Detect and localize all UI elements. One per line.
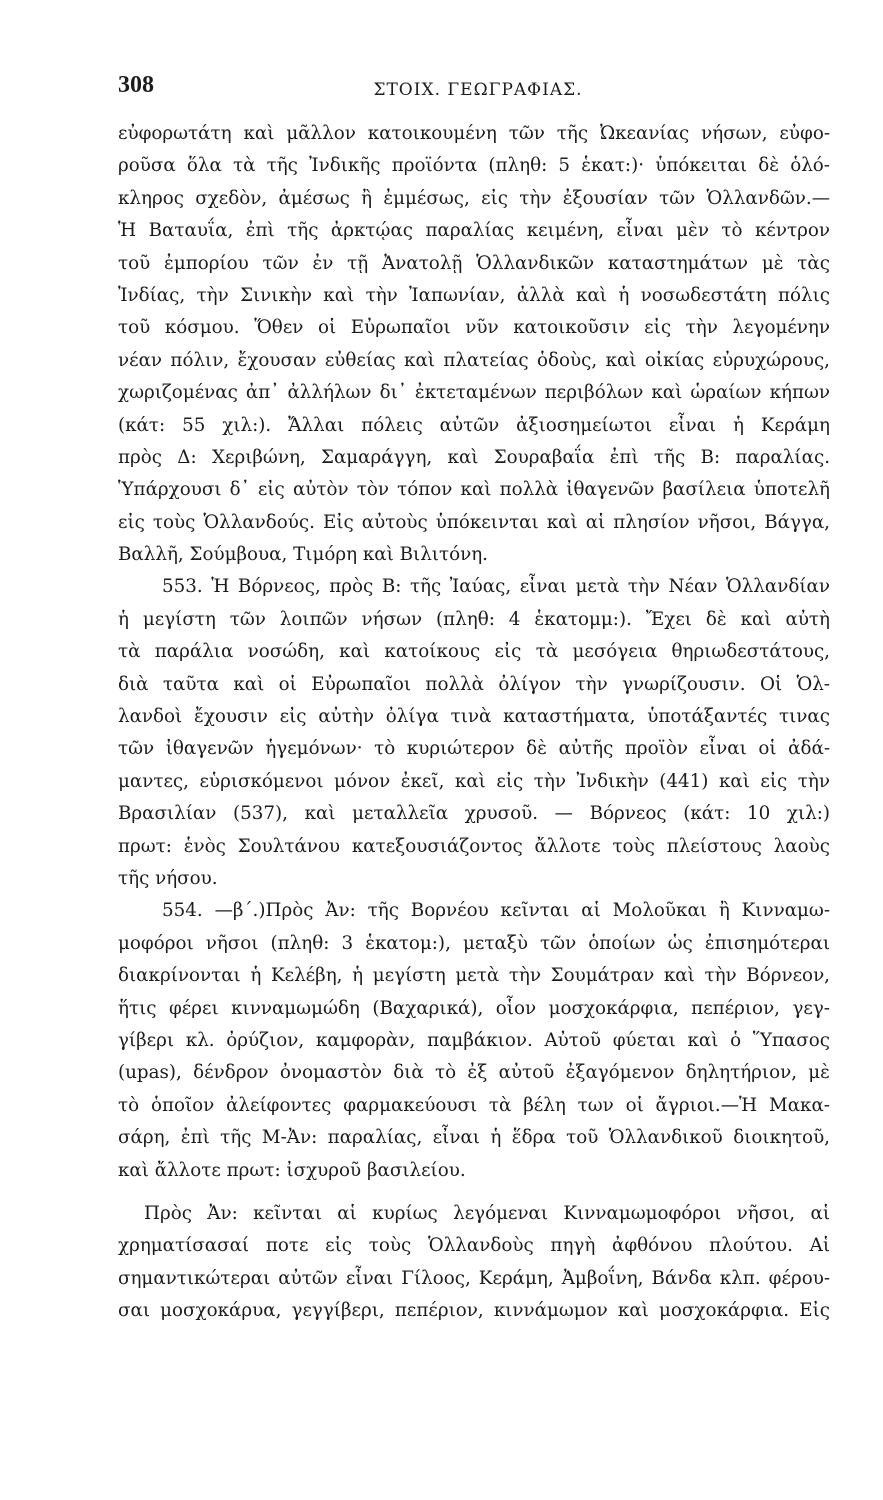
text-line: σημαντικώτεραι αὐτῶν εἶναι Γίλοος, Κεράμη, Ἀμβοΐνη, Βάνδα κλπ. φέρου- [118, 1267, 830, 1289]
text-line: τοῦ κόσμου. Ὅθεν οἱ Εὐρωπαῖοι νῦν κατοικοῦσιν εἰς τὴν λεγομένην [118, 317, 830, 339]
text-line: Ὑπάρχουσι δ᾽ εἰς αὐτὸν τὸν τόπον καὶ πολλὰ ἰθαγενῶν βασίλεια ὑποτελῆ [118, 479, 830, 501]
text-line: ροῦσα ὅλα τὰ τῆς Ἰνδικῆς προϊόντα (πληθ: 5 ἑκατ:)· ὑπόκειται δὲ ὁλό- [118, 155, 830, 177]
text-line: Πρὸς Ἀν: κεῖνται αἱ κυρίως λεγόμεναι Κινναμωμοφόροι νῆσοι, αἱ [144, 1202, 830, 1224]
text-line: καὶ ἄλλοτε πρωτ: ἰσχυροῦ βασιλείου. [118, 1159, 466, 1181]
text-line: σαι μοσχοκάρυα, γεγγίβερι, πεπέριον, κιννάμωμον καὶ μοσχοκάρφια. Εἰς [118, 1300, 830, 1322]
text-line: χωριζομένας ἀπ᾽ ἀλλήλων δι᾽ ἐκτεταμένων περιβόλων καὶ ὡραίων κήπων [118, 382, 830, 404]
text-line: χρηματίσασαί ποτε εἰς τοὺς Ὁλλανδοὺς πηγὴ ἀφθόνου πλούτου. Αἱ [118, 1235, 830, 1257]
text-line: πρωτ: ἑνὸς Σουλτάνου κατεξουσιάζοντος ἄλλοτε τοὺς πλείστους λαοὺς [118, 835, 830, 857]
text-line: λανδοὶ ἔχουσιν εἰς αὐτὴν ὀλίγα τινὰ καταστήματα, ὑποτάξαντές τινας [118, 706, 830, 728]
text-line: εἰς τοὺς Ὁλλανδούς. Εἰς αὐτοὺς ὑπόκεινται καὶ αἱ πλησίον νῆσοι, Βάγγα, [118, 511, 830, 533]
paragraph-spacer [118, 1187, 830, 1198]
text-line: σάρη, ἐπὶ τῆς Μ-Ἀν: παραλίας, εἶναι ἡ ἕδρα τοῦ Ὁλλανδικοῦ διοικητοῦ, [118, 1127, 830, 1149]
page-header [118, 72, 818, 112]
text-line: (upas), δένδρον ὀνομαστὸν διὰ τὸ ἐξ αὐτοῦ ἐξαγόμενον δηλητήριον, μὲ [118, 1062, 830, 1084]
text-line: τοῦ ἐμπορίου τῶν ἐν τῇ Ἀνατολῇ Ὁλλανδικῶν καταστημάτων μὲ τὰς [118, 252, 830, 274]
body-text [118, 118, 830, 1327]
text-line: Ἰνδίας, τὴν Σινικὴν καὶ τὴν Ἰαπωνίαν, ἀλλὰ καὶ ἡ νοσωδεστάτη πόλις [118, 284, 830, 306]
text-line: ἥτις φέρει κινναμωμώδη (Βαχαρικά), οἷον μοσχοκάρφια, πεπέριον, γεγ- [118, 997, 830, 1019]
text-line: ἡ μεγίστη τῶν λοιπῶν νήσων (πληθ: 4 ἑκατομμ:). Ἔχει δὲ καὶ αὐτὴ [118, 608, 830, 630]
running-title: ΣΤΟΙΧ. ΓΕΩΓΡΑΦΙΑΣ. [373, 80, 583, 100]
text-line: μαντες, εὑρισκόμενοι μόνον ἐκεῖ, καὶ εἰς τὴν Ἰνδικὴν (441) καὶ εἰς τὴν [118, 770, 830, 792]
text-line: Βρασιλίαν (537), καὶ μεταλλεῖα χρυσοῦ. — Βόρνεος (κάτ: 10 χιλ:) [118, 803, 830, 825]
text-line: (κάτ: 55 χιλ:). Ἄλλαι πόλεις αὐτῶν ἀξιοσημείωτοι εἶναι ἡ Κεράμη [118, 414, 830, 436]
text-line: τῶν ἰθαγενῶν ἡγεμόνων· τὸ κυριώτερον δὲ αὐτῆς προϊὸν εἶναι οἱ ἀδά- [118, 738, 830, 760]
page-number: 308 [118, 72, 154, 98]
text-line: τὰ παράλια νοσώδη, καὶ κατοίκους εἰς τὰ μεσόγεια θηριωδεστάτους, [118, 641, 830, 663]
text-line: διακρίνονται ἡ Κελέβη, ἡ μεγίστη μετὰ τὴν Σουμάτραν καὶ τὴν Βόρνεον, [118, 965, 830, 987]
text-line: γίβερι κλ. ὀρύζιον, καμφορὰν, παμβάκιον. Αὐτοῦ φύεται καὶ ὁ Ὕπασος [118, 1029, 830, 1051]
text-line: κληρος σχεδὸν, ἀμέσως ἢ ἐμμέσως, εἰς τὴν ἐξουσίαν τῶν Ὁλλανδῶν.— [118, 187, 830, 209]
text-line: Βαλλῆ, Σούμβουα, Τιμόρη καὶ Βιλιτόνη. [118, 544, 488, 566]
section-554-heading-line: 554. —β΄.)Πρὸς Ἀν: τῆς Βορνέου κεῖνται αἱ Μολοῦκαι ἢ Κινναμω- [162, 900, 830, 922]
text-line: εὐφορωτάτη καὶ μᾶλλον κατοικουμένη τῶν τῆς Ὠκεανίας νήσων, εὐφο- [118, 123, 830, 144]
text-line: τῆς νήσου. [118, 867, 218, 889]
text-line: πρὸς Δ: Χεριβώνη, Σαμαράγγη, καὶ Σουραβαΐα ἐπὶ τῆς Β: παραλίας. [118, 446, 830, 468]
section-553-heading-line: 553. Ἡ Βόρνεος, πρὸς Β: τῆς Ἰαύας, εἶναι μετὰ τὴν Νέαν Ὁλλανδίαν [162, 576, 830, 598]
text-line: Ἡ Βαταυΐα, ἐπὶ τῆς ἀρκτῴας παραλίας κειμένη, εἶναι μὲν τὸ κέντρον [118, 220, 830, 242]
text-line: τὸ ὁποῖον ἀλείφοντες φαρμακεύουσι τὰ βέλη των οἱ ἄγριοι.—Ἡ Μακα- [118, 1094, 830, 1116]
text-line: νέαν πόλιν, ἔχουσαν εὐθείας καὶ πλατείας ὁδοὺς, καὶ οἰκίας εὐρυχώρους, [118, 349, 830, 371]
text-line: διὰ ταῦτα καὶ οἱ Εὐρωπαῖοι πολλὰ ὀλίγον τὴν γνωρίζουσιν. Οἱ Ὁλ- [118, 673, 830, 695]
text-line: μοφόροι νῆσοι (πληθ: 3 ἑκατομ:), μεταξὺ τῶν ὁποίων ὡς ἐπισημότεραι [118, 932, 830, 954]
